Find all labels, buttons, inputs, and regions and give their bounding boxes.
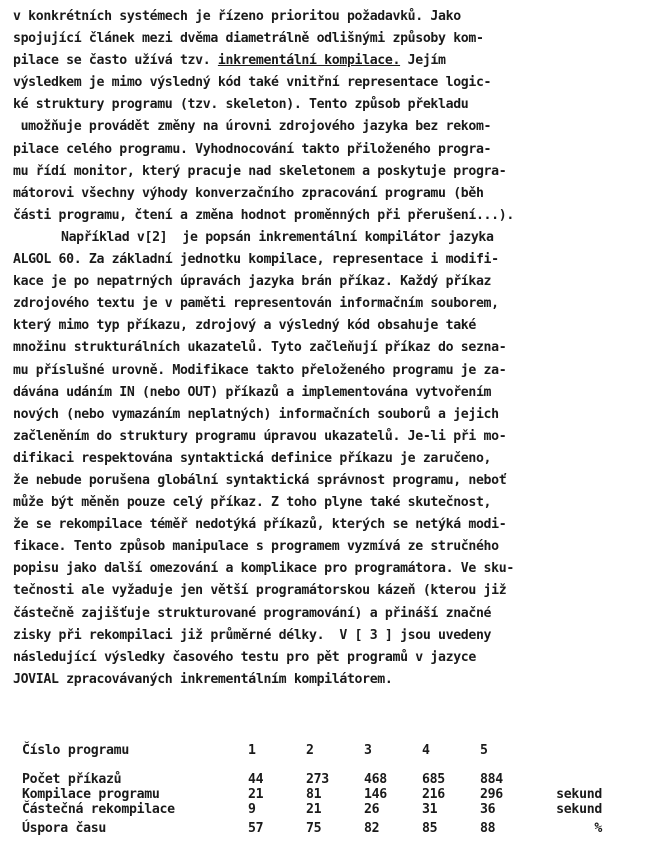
text-line <box>13 72 658 94</box>
text-span: JOVIAL zpracovávaných inkrementálním kompilátorem. <box>13 671 393 687</box>
table-cell: 216 <box>422 787 445 802</box>
text-span: který mimo typ příkazu, zdrojový a výsledný kód obsahuje také <box>13 318 476 334</box>
table-cell: 1 <box>248 743 256 758</box>
results-table <box>22 743 602 836</box>
table-cell: 146 <box>364 787 387 802</box>
text-line <box>13 183 658 205</box>
text-span: Například v[2] je popsán inkrementální kompilátor jazyka <box>61 229 494 245</box>
text-span: kace je po nepatrných úpravách jazyka brán příkaz. Každý příkaz <box>13 274 492 290</box>
text-line <box>13 139 658 161</box>
text-span: částečně zajišťuje strukturované programování) a přináší značné <box>13 605 492 621</box>
text-line <box>13 161 658 183</box>
text-line <box>13 360 658 382</box>
body-text <box>13 6 658 691</box>
text-span: umožňuje provádět změny na úrovni zdrojového jazyka bez rekom- <box>13 119 492 135</box>
table-row <box>22 802 602 817</box>
table-cell: 5 <box>480 743 488 758</box>
table-cell: 57 <box>248 821 264 836</box>
table-cell: 296 <box>480 787 503 802</box>
text-line <box>13 647 658 669</box>
table-cell: 685 <box>422 772 445 787</box>
text-line <box>13 6 658 28</box>
text-span: začleněním do struktury programu úpravou ukazatelů. Je-li při mo- <box>13 428 507 444</box>
text-line <box>13 514 658 536</box>
text-span: nových (nebo vymazáním neplatných) informačních souborů a jejich <box>13 406 499 422</box>
text-span: fikace. Tento způsob manipulace s programem vyzmívá ze stručného <box>13 539 499 555</box>
text-line <box>13 293 658 315</box>
table-cell: 26 <box>364 802 380 817</box>
table-cell: 468 <box>364 772 387 787</box>
table-unit: sekund <box>556 802 602 817</box>
text-line <box>13 94 658 116</box>
table-cell: 44 <box>248 772 264 787</box>
table-unit <box>538 743 602 758</box>
text-span: mátorovi všechny výhody konverzačního zpracování programu (běh <box>13 185 484 201</box>
text-span: dávána udáním IN (nebo OUT) příkazů a implementována vytvořením <box>13 384 492 400</box>
table-row-label: Číslo programu <box>22 743 129 758</box>
text-span: popisu jako další omezování a komplikace pro programátora. Ve sku- <box>13 561 514 577</box>
text-span: pilace se často užívá tzv. <box>13 53 218 69</box>
text-line <box>13 249 658 271</box>
text-span: ké struktury programu (tzv. skeleton). Tento způsob překladu <box>13 97 469 113</box>
table-cell: 21 <box>248 787 264 802</box>
table-cell: 4 <box>422 743 430 758</box>
text-span: mu řídí monitor, který pracuje nad skeletonem a poskytuje progra- <box>13 163 507 179</box>
text-line <box>13 603 658 625</box>
text-span: části programu, čtení a změna hodnot proměnných při přerušení...). <box>13 207 514 223</box>
table-unit: % <box>594 821 602 836</box>
table-cell: 82 <box>364 821 380 836</box>
table-row-label: Úspora času <box>22 821 107 836</box>
table-header-row <box>22 743 602 758</box>
text-line <box>13 580 658 602</box>
text-span: Jejím <box>400 53 446 69</box>
table-cell: 31 <box>422 802 438 817</box>
table-unit <box>538 772 602 787</box>
text-line <box>13 337 658 359</box>
text-line <box>13 558 658 580</box>
text-span: ALGOL 60. Za základní jednotku kompilace, representace i modifi- <box>13 252 499 268</box>
text-line <box>13 50 658 72</box>
table-cell: 884 <box>480 772 503 787</box>
text-span: že se rekompilace téměř nedotýká příkazů, kterých se netýká modi- <box>13 517 507 533</box>
text-span: mu příslušné urovně. Modifikace takto přeloženého programu je za- <box>13 362 507 378</box>
text-line <box>13 404 658 426</box>
table-cell: 2 <box>306 743 314 758</box>
table-row <box>22 772 602 787</box>
text-line <box>13 536 658 558</box>
text-span: může být měněn pouze celý příkaz. Z toho plyne také skutečnost, <box>13 495 492 511</box>
text-span: spojující článek mezi dvěma diametrálně odlišnými způsoby kom- <box>13 31 484 47</box>
underlined-term: inkrementální kompilace. <box>217 53 401 69</box>
table-cell: 81 <box>306 787 322 802</box>
text-span: zisky při rekompilaci již průměrné délky. V [ 3 ] jsou uvedeny <box>13 627 492 643</box>
table-cell: 9 <box>248 802 256 817</box>
text-span: množinu strukturálních ukazatelů. Tyto začleňují příkaz do sezna- <box>13 340 507 356</box>
text-line <box>13 426 658 448</box>
text-line <box>13 470 658 492</box>
table-row <box>22 787 602 802</box>
table-unit: sekund <box>556 787 602 802</box>
table-cell: 273 <box>306 772 329 787</box>
table-cell: 75 <box>306 821 322 836</box>
table-row-label: Částečná rekompilace <box>22 802 175 817</box>
text-line <box>13 492 658 514</box>
text-span: v konkrétních systémech je řízeno prioritou požadavků. Jako <box>13 9 461 24</box>
text-line <box>13 116 658 138</box>
text-line <box>13 315 658 337</box>
table-row-label: Kompilace programu <box>22 787 160 802</box>
text-span: zdrojového textu je v paměti representován informačním souborem, <box>13 296 499 312</box>
text-line <box>13 271 658 293</box>
text-span: výsledkem je mimo výsledný kód také vnitřní representace logic- <box>13 75 492 91</box>
text-line <box>13 669 658 691</box>
table-row <box>22 821 602 836</box>
text-span: tečnosti ale vyžaduje jen větší programátorskou kázeň (kterou již <box>13 583 507 599</box>
text-span: pilace celého programu. Vyhodnocování takto přiloženého progra- <box>13 141 492 157</box>
text-line <box>13 382 658 404</box>
text-line <box>13 28 658 50</box>
table-cell: 36 <box>480 802 496 817</box>
text-line <box>13 625 658 647</box>
table-cell: 88 <box>480 821 496 836</box>
table-cell: 21 <box>306 802 322 817</box>
text-line <box>13 205 658 227</box>
table-row-label: Počet příkazů <box>22 772 122 787</box>
table-cell: 3 <box>364 743 372 758</box>
text-span: že nebude porušena globální syntaktická správnost programu, neboť <box>13 472 507 488</box>
text-line <box>13 448 658 470</box>
text-span: následující výsledky časového testu pro pět programů v jazyce <box>13 649 476 665</box>
text-span: difikaci respektována syntaktická definice příkazu je zaručeno, <box>13 450 492 466</box>
table-cell: 85 <box>422 821 438 836</box>
text-line <box>13 227 658 249</box>
